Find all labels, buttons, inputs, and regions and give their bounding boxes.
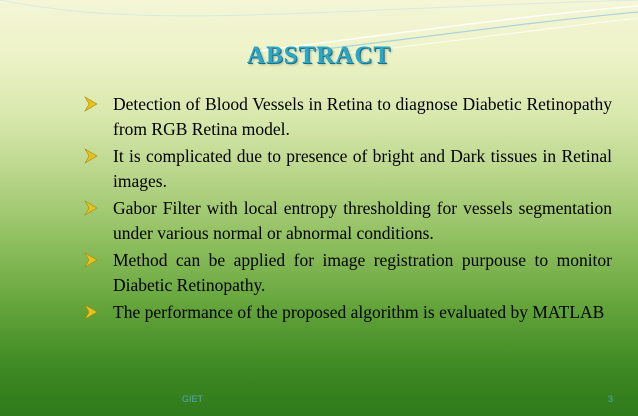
list-item — [84, 92, 612, 142]
bullet-text: Gabor Filter with local entropy thresholding for vessels segmentation under various normal or abnormal conditions. — [113, 198, 612, 243]
list-item — [84, 300, 612, 325]
list-item — [84, 248, 612, 298]
bullet-text: The performance of the proposed algorithm is evaluated by MATLAB — [113, 302, 605, 322]
slide-title: ABSTRACT — [246, 42, 392, 69]
bullet-text: Method can be applied for image registration purpouse to monitor Diabetic Retinopathy. — [113, 250, 612, 295]
footer-label: GIET — [182, 394, 204, 404]
page-number: 3 — [608, 394, 614, 404]
list-item — [84, 144, 612, 194]
right-arrow-icon — [84, 252, 98, 268]
right-arrow-icon — [84, 304, 98, 320]
bullet-text: It is complicated due to presence of bright and Dark tissues in Retinal images. — [113, 146, 612, 191]
right-arrow-icon — [84, 96, 98, 112]
list-item — [84, 196, 612, 246]
right-arrow-icon — [84, 200, 98, 216]
right-arrow-icon — [84, 148, 98, 164]
bullet-list — [84, 92, 612, 327]
bullet-text: Detection of Blood Vessels in Retina to diagnose Diabetic Retinopathy from RGB Retina model. — [113, 94, 612, 139]
